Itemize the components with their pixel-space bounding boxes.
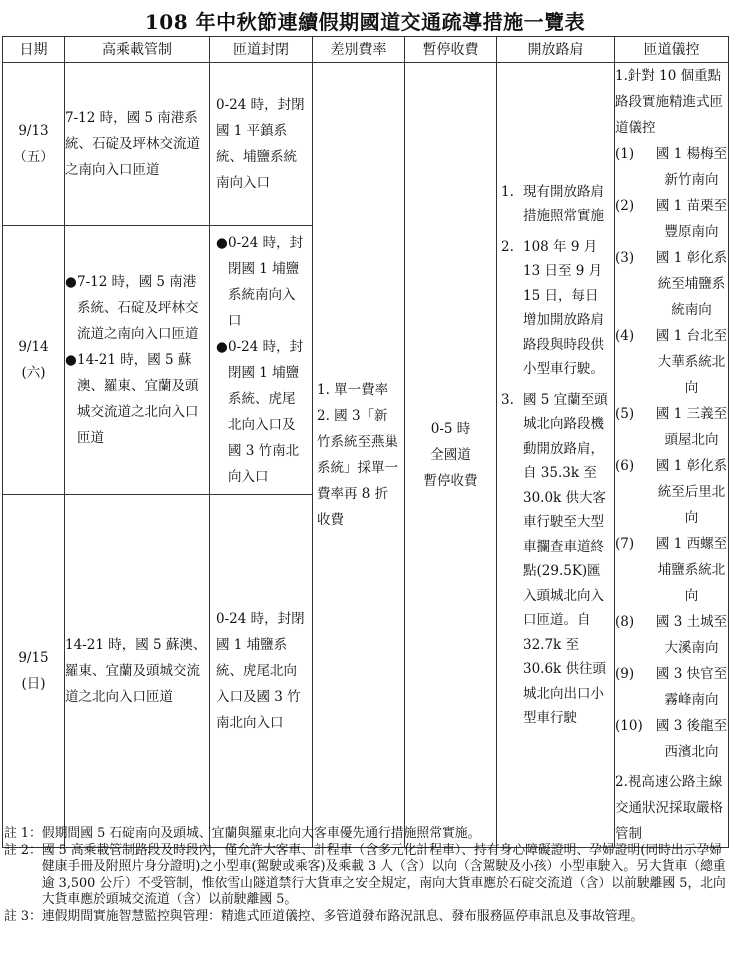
date-cell [3, 63, 65, 226]
ramp-cell [210, 494, 313, 847]
header-control: 匝道儀控 [615, 37, 729, 63]
date-label: 9/13 [18, 122, 49, 139]
footnote: 註 3： 連假期間實施智慧監控與管理：精進式匝道儀控、多管道發布路況訊息、發布服務區停車訊息及事故管理。 [4, 908, 644, 924]
weekday-label: （五） [13, 148, 54, 165]
footnote: 註 1： 假期間國 5 石碇南向及頭城、宜蘭與羅東北向大客車優先通行措施照常實施。 [4, 826, 481, 841]
ramp-text: 0-24 時，封閉國 1 平鎮系統、埔鹽系統南向入口 [216, 96, 305, 191]
bullet-icon: ● [216, 338, 228, 355]
shoulder-cell [497, 63, 615, 848]
date-label: 9/14 [18, 338, 49, 355]
hov-text: 14-21 時，國 5 蘇澳、羅東、宜蘭及頭城交流道之北向入口匝道 [65, 636, 207, 705]
ramp-bullet-item: ● 0-24 時，封閉國 1 埔鹽系統、虎尾北向入口及國 3 竹南北向入口 [216, 334, 308, 490]
date-cell [3, 225, 65, 494]
footnote: 註 2： 國 5 高乘載管制路段及時段內，僅允許大客車、計程車（含多元化計程車）、持有身心障礙證明、孕婦證明(同時出示孕婦健康手冊及附照片身分證明)之小型車(駕駛或乘客)及乘載 3 人（含）以向（含駕駛及小孩）小型車駛入。另大貨車（總重逾 3,500 公斤）不受管制，惟依雪山隧道禁行大貨車之安全規定，南向大貨車應於石碇交流道（含）以前駛離國 5，北向大貨車應於頭城交流道（含）以前駛離國 5。 [4, 842, 726, 907]
control-item: (3) 國 1 彰化系統至埔鹽系統南向 [615, 250, 728, 318]
date-label: 9/15 [18, 649, 49, 666]
hov-cell [65, 225, 210, 494]
suspend-time: 0-5 時 [430, 421, 471, 437]
bullet-icon: ● [65, 273, 77, 290]
hov-bullet-item: ● 14-21 時，國 5 蘇澳、羅東、宜蘭及頭城交流道之北向入口匝道 [65, 347, 209, 451]
hov-bullet-item: ● 7-12 時，國 5 南港系統、石碇及坪林交流道之南向入口匝道 [65, 269, 209, 347]
control-item: (5) 國 1 三義至頭屋北向 [615, 406, 728, 448]
table-row [3, 63, 729, 226]
control-outro: 2.視高速公路主線交通狀況採取嚴格管制 [615, 774, 723, 842]
table-header-row [3, 37, 729, 63]
ramp-text: 0-24 時，封閉國 1 埔鹽系統、虎尾北向入口及國 3 竹南北向入口 [216, 610, 305, 731]
hov-text: 7-12 時，國 5 南港系統、石碇及坪林交流道之南向入口匝道 [65, 109, 200, 178]
control-item: (9) 國 3 快官至霧峰南向 [615, 666, 728, 708]
ramp-bullet-item: ● 0-24 時，封閉國 1 埔鹽系統南向入口 [216, 230, 308, 334]
control-item: (6) 國 1 彰化系統至后里北向 [615, 458, 728, 526]
control-item: (1) 國 1 楊梅至新竹南向 [615, 146, 728, 188]
traffic-measures-table [2, 36, 729, 848]
header-date: 日期 [3, 37, 65, 63]
suspend-action: 暫停收費 [423, 473, 478, 489]
date-cell [3, 494, 65, 847]
control-item: (8) 國 3 土城至大溪南向 [615, 614, 728, 656]
control-item: (4) 國 1 台北至大華系統北向 [615, 328, 728, 396]
toll-item: 1. 單一費率 [317, 382, 389, 398]
weekday-label: (日) [21, 675, 46, 692]
footnotes [4, 826, 726, 925]
bullet-icon: ● [65, 351, 77, 368]
control-intro: 1.針對 10 個重點路段實施精進式匝道儀控 [615, 68, 723, 136]
ramp-cell [210, 63, 313, 226]
suspend-scope: 全國道 [430, 447, 471, 463]
header-suspend: 暫停收費 [405, 37, 497, 63]
control-item: (2) 國 1 苗栗至豐原南向 [615, 198, 728, 240]
shoulder-item: 1. 現有開放路肩措施照常實施 [501, 183, 604, 224]
header-shoulder: 開放路肩 [497, 37, 615, 63]
weekday-label: (六) [21, 364, 46, 381]
shoulder-item: 3. 國 5 宜蘭至頭城北向路段機動開放路肩，自 35.3k 至 30.0k 供大客車行駛至大型車攔查車道終點(29.5K)匯入頭城北向入口匝道。自 32.7k 至 30.6k 供往頭城北向出口小型車行駛 [501, 391, 608, 726]
page-title: 108 年中秋節連續假期國道交通疏導措施一覽表 [144, 10, 586, 34]
hov-cell [65, 494, 210, 847]
ramp-cell [210, 225, 313, 494]
toll-item: 2. 國 3「新竹系統至燕巢系統」採單一費率再 8 折收費 [317, 408, 398, 528]
bullet-icon: ● [216, 234, 228, 251]
control-item: (7) 國 1 西螺至埔鹽系統北向 [615, 536, 728, 604]
suspend-cell [405, 63, 497, 848]
toll-cell [313, 63, 405, 848]
header-hov: 高乘載管制 [65, 37, 210, 63]
header-ramp: 匝道封閉 [210, 37, 313, 63]
control-cell [615, 63, 729, 848]
shoulder-item: 2. 108 年 9 月 13 日至 9 月 15 日，每日增加開放路肩路段與時段供小型車行駛。 [501, 238, 604, 377]
hov-cell [65, 63, 210, 226]
control-item: (10) 國 3 後龍至西濱北向 [615, 718, 728, 760]
header-toll: 差別費率 [313, 37, 405, 63]
